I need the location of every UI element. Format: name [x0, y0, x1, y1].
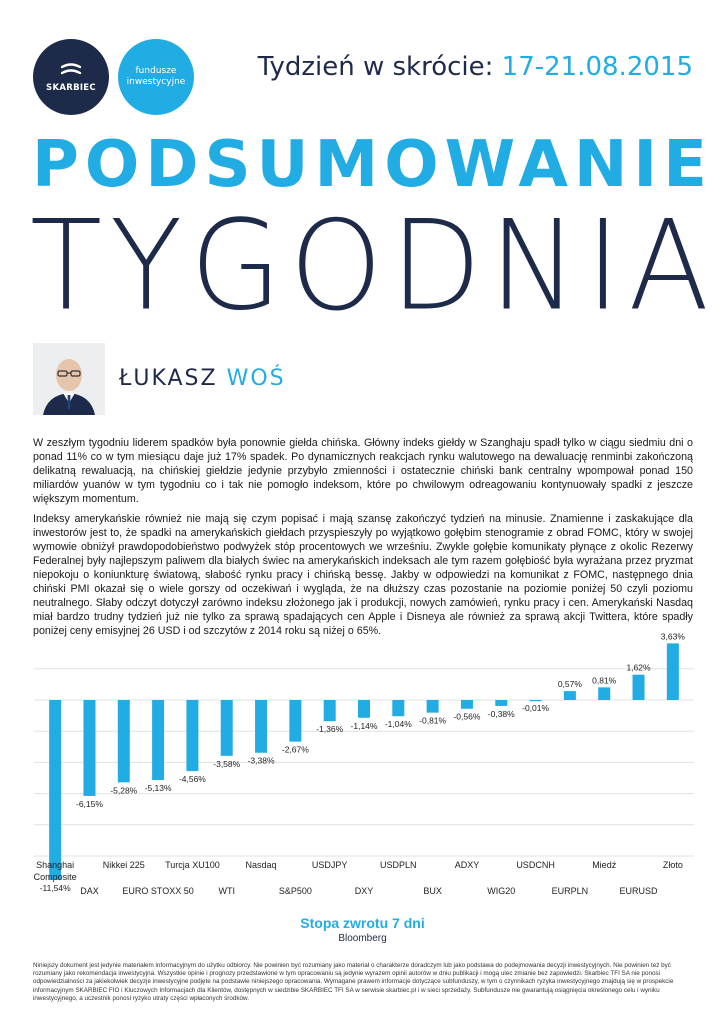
- bar: [118, 700, 130, 782]
- data-label: -1,36%: [316, 724, 344, 735]
- bar: [289, 700, 301, 742]
- category-label: Miedź: [592, 860, 617, 870]
- data-label: -0,81%: [419, 715, 447, 726]
- category-label: Złoto: [662, 860, 683, 870]
- data-label: -5,28%: [110, 785, 138, 796]
- data-label: -11,54%: [39, 883, 71, 894]
- data-label: -5,13%: [144, 783, 172, 794]
- bar: [255, 700, 267, 753]
- bar: [152, 700, 164, 780]
- week-label: Tydzień w skrócie:: [257, 52, 502, 82]
- category-label: Composite: [33, 872, 77, 882]
- bar: [461, 700, 473, 709]
- category-label: DAX: [80, 886, 99, 896]
- category-label: Shanghai: [36, 860, 75, 870]
- bar: [530, 700, 542, 701]
- data-label: -6,15%: [76, 798, 103, 809]
- data-label: 0,81%: [592, 675, 617, 686]
- category-label: Turcja XU100: [165, 860, 220, 870]
- category-label: USDJPY: [311, 860, 348, 870]
- bar: [667, 643, 679, 700]
- bar: [324, 700, 336, 721]
- author-last-name: WOŚ: [226, 366, 286, 391]
- bar: [186, 700, 198, 771]
- author-first-name: ŁUKASZ: [119, 366, 218, 391]
- chart-source: Bloomberg: [338, 933, 387, 944]
- paragraph-2: Indeksy amerykańskie również nie mają się czym popisać i mają szansę zakończyć tydzień na minusie. Znamienne i zaskakujące dla inwestorów jest to, że spadki na amerykańskich giełdach przyspieszyły po wyjątkowo gołębim stenogramie z obrad FOMC, który w swojej wymowie obniżył prawdopodobieństwo podwyżek stóp procentowych we wrześniu. Zwykle gołębie komunikaty płynące z okolic Rezerwy Federalnej były najlepszym paliwem dla białych świec na amerykańskich indeksach ale tym razem gołębiość była wyrażana przez pryzmat niepokoju o koniunkturę światową, słabość rynku pracy i chińską bessę. Jakby w odpowiedzi na komunikat z FOMC, następnego dnia chiński PMI okazał się o wiele gorszy od oczekiwań i wygląda, że na dłuższy czas pozostanie na poziomie poniżej 50 czyli poziomu neutralnego. Słaby odczyt dotyczył zarówno indeksu złożonego jak i produkcji, nowych zamówień, rynku pracy i cen. Amerykański Nasdaq miał bardzo trudny tydzień już nie tylko za sprawą spadających cen Apple i Disneya ale również za sprawą akcji Twittera, które spadły poniżej ceny emisyjnej 26 USD i od szczytów z 2014 roku są niżej o 65%.: [33, 513, 693, 637]
- bar: [495, 700, 507, 706]
- bar: [392, 700, 404, 716]
- category-label: Nasdaq: [245, 860, 277, 870]
- skarbiec-logo: [33, 39, 109, 115]
- fundusze-badge: [118, 39, 194, 115]
- author-name: [119, 366, 286, 391]
- bar: [427, 700, 439, 713]
- category-label: S&P500: [278, 886, 312, 896]
- bar: [358, 700, 370, 718]
- bar: [598, 687, 610, 700]
- title-line-1: PODSUMOWANIE: [32, 128, 713, 202]
- category-label: EURUSD: [619, 886, 658, 896]
- data-label: -1,14%: [350, 720, 378, 731]
- category-label: USDCNH: [516, 860, 555, 870]
- author-avatar: [33, 343, 105, 415]
- data-label: -0,01%: [522, 703, 550, 714]
- category-label: ADXY: [454, 860, 480, 870]
- brand-name: SKARBIEC: [46, 83, 96, 93]
- paragraph-1: W zeszłym tygodniu liderem spadków była ponownie giełda chińska. Główny indeks giełdy w Szanghaju spadł tylko w ciągu siedmiu dni o ponad 11% co w tym miesiącu daje już 17% spadek. Po dynamicznych reakcjach rynku walutowego na dewaluację renminbi zakończoną delikatną rewaluacją, na chińskiej giełdzie jedynie przybyło zmienności i ostatecznie chiński bank centralny wpompował ponad 150 miliardów yuanów w tym tygodniu co i tak nie pomogło indeksom, które po chwilowym odreagowaniu kontynuowały spadki z jeszcze większym momentum.: [33, 437, 693, 505]
- category-label: WIG20: [487, 886, 516, 896]
- data-label: -2,67%: [281, 744, 309, 755]
- data-label: 0,57%: [557, 679, 582, 690]
- chart-title: Stopa zwrotu 7 dni: [300, 915, 425, 931]
- data-label: -1,04%: [384, 719, 412, 730]
- data-label: 1,62%: [626, 662, 651, 673]
- returns-bar-chart: [33, 631, 694, 900]
- bar: [221, 700, 233, 756]
- fund-line-2: inwestycyjne: [126, 77, 186, 87]
- fund-line-1: fundusze: [135, 66, 177, 76]
- bar: [83, 700, 95, 796]
- category-label: DXY: [354, 886, 374, 896]
- data-label: -0,38%: [487, 708, 515, 719]
- category-label: Nikkei 225: [102, 860, 145, 870]
- title-line-2: TYGODNIA: [30, 192, 718, 338]
- category-label: EURO STOXX 50: [122, 886, 194, 896]
- week-dates: 17-21.08.2015: [501, 52, 693, 82]
- data-label: 3,63%: [660, 631, 685, 642]
- category-label: BUX: [423, 886, 442, 896]
- data-label: -4,56%: [178, 774, 206, 785]
- week-heading: [258, 52, 693, 82]
- data-label: -0,56%: [453, 711, 481, 722]
- bar: [633, 675, 645, 700]
- category-label: USDPLN: [380, 860, 417, 870]
- data-label: -3,38%: [247, 755, 275, 766]
- bar: [564, 691, 576, 700]
- category-label: EURPLN: [551, 886, 589, 896]
- data-label: -3,58%: [213, 758, 241, 769]
- disclaimer: Niniejszy dokument jest jedynie materiałem informacyjnym do użytku odbiorcy. Nie powinien być rozumiany jako materiał o charakterze doradczym lub jako podstawa do podejmowania decyzji inwestycyjnych. Nie powinien też być rozumiany jako rekomendacja inwestycyjna. Wszystkie opinie i prognozy przedstawione w tym opracowaniu są jedynie wyrazem opinii autorów w dniu publikacji i mogą ulec zmianie bez zapowiedzi. Skarbiec TFI SA nie ponosi odpowiedzialności za jakiekolwiek decyzje inwestycyjne podjęte na podstawie niniejszego opracowania. Wymagane prawem informacje dotyczące subfunduszy, w tym o czynnikach ryzyka inwestycyjnego znajdują się w prospekcie informacyjnym SKARBIEC FIO i Kluczowych Informacjach dla Klientów, dostępnych w siedzibie SKARBIEC TFI SA w serwisie skarbiec.pl i w sieci sprzedaży. Subfundusze nie gwarantują osiągnięcia określonego celu i wyniku inwestycyjnego, a uczestnik ponosi ryzyko utraty części wpłaconych środków.: [33, 962, 674, 1002]
- skarbiec-mark-icon: [60, 63, 82, 77]
- category-label: WTI: [218, 886, 235, 896]
- bar: [49, 700, 61, 880]
